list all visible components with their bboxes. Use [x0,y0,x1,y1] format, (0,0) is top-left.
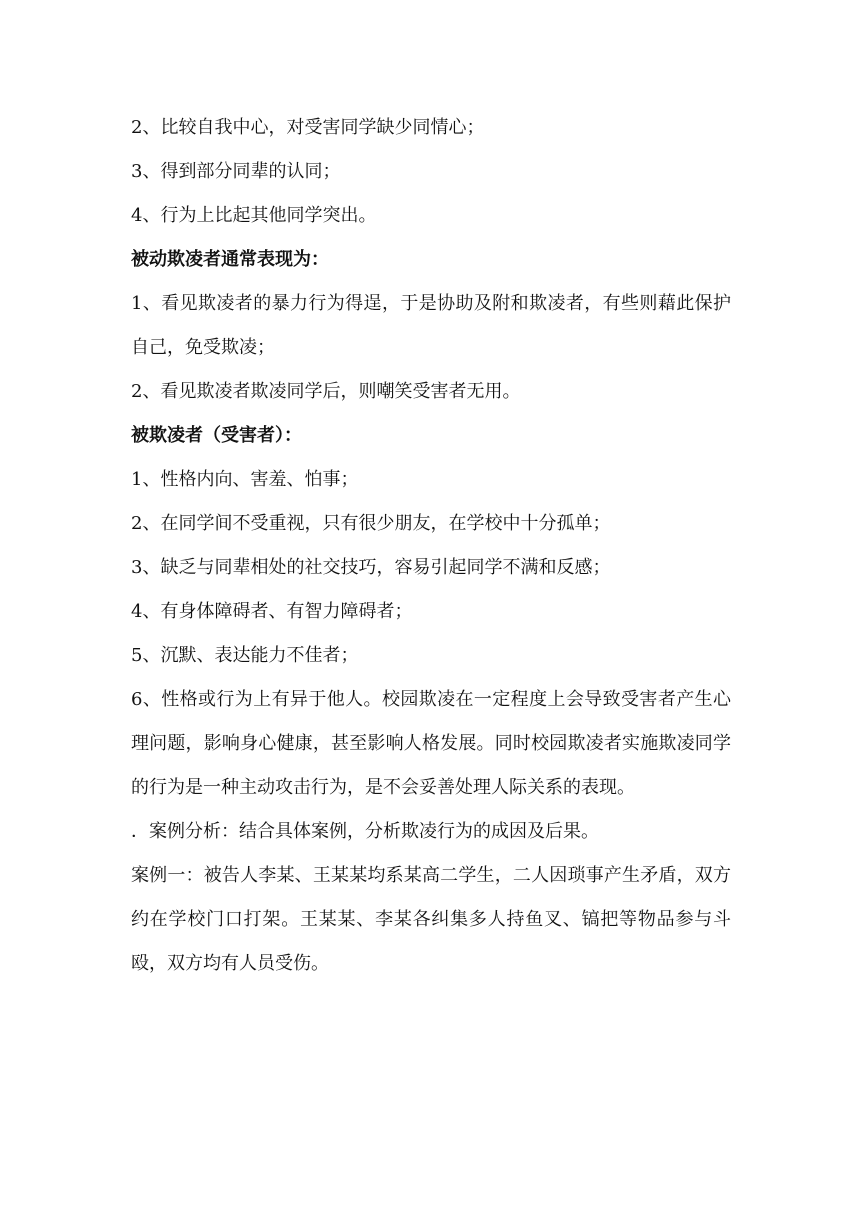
paragraph-9: 4、有身体障碍者、有智力障碍者； [131,601,413,622]
paragraph-11: 6、性格或行为上有异于他人。校园欺凌在一定程度上会导致受害者产生心理问题，影响身心健康，甚至影响人格发展。同时校园欺凌者实施欺凌同学的行为是一种主动攻击行为，是不会妥善处理人际关系的表现。 [131,689,731,798]
paragraph-8: 3、缺乏与同辈相处的社交技巧，容易引起同学不满和反感； [131,557,611,578]
paragraph-12: ．案例分析：结合具体案例，分析欺凌行为的成因及后果。 [131,821,599,842]
paragraph-10: 5、沉默、表达能力不佳者； [131,645,359,666]
paragraph-3: 4、行为上比起其他同学突出。 [131,205,377,226]
paragraph-7: 2、在同学间不受重视，只有很少朋友，在学校中十分孤单； [131,513,611,534]
paragraph-13: 案例一：被告人李某、王某某均系某高二学生，二人因琐事产生矛盾，双方约在学校门口打架。王某某、李某各纠集多人持鱼叉、镐把等物品参与斗殴，双方均有人员受伤。 [131,865,731,974]
paragraph-6: 1、性格内向、害羞、怕事； [131,469,359,490]
paragraph-2: 3、得到部分同辈的认同； [131,161,341,182]
paragraph-4: 1、看见欺凌者的暴力行为得逞，于是协助及附和欺凌者，有些则藉此保护自己，免受欺凌； [131,293,731,358]
document-body [131,106,731,986]
heading-victims: 被欺凌者（受害者）： [131,425,302,446]
paragraph-1: 2、比较自我中心，对受害同学缺少同情心； [131,117,485,138]
paragraph-5: 2、看见欺凌者欺凌同学后，则嘲笑受害者无用。 [131,381,521,402]
heading-passive-bullies: 被动欺凌者通常表现为： [131,249,329,270]
